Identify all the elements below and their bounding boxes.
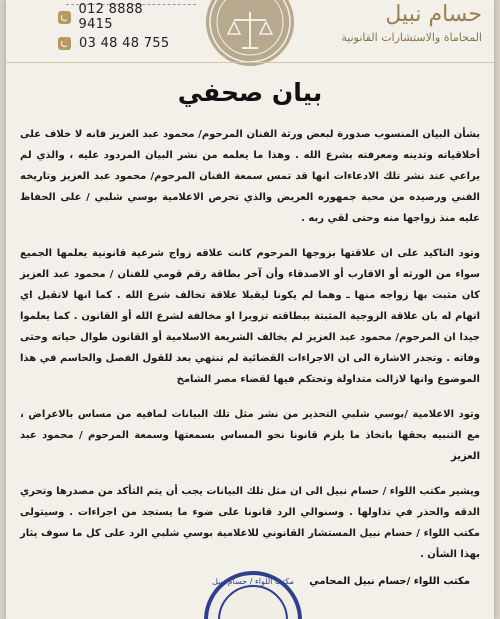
- paragraph: وتود التاكيد على ان علاقتها بزوجها المرحوم كانت علاقه زواج شرعية قانونية يعلمها الجميع سواء من الورثه أو الاقارب أو الاصدقاء وأن آخر بطاقة رقم قومي للفنان / محمود عبد العزيز كان مثبت بها زواجه منها ـ وهما لم يكونا ليقبلا علاقة تخالف شرع الله . كما انها لاتقبل اي اتهام له بان علاقة الزوجية المثبتة ببطاقته تزويرا او مخالفة لشرع الله أو القانون . كما يعلموا جيدا ان المرحوم/ محمود عبد العزيز لم يخالف الشريعة الاسلامية أو القانون طوال حياته وحتى وفاته . وتجدر الاشارة الى ان الاجراءات القضائية لم تنتهي بعد للقول الفصل والحاسم في هذا الموضوع وانها لازالت متداولة وتحتكم فيها لقضاء مصر الشامخ: [20, 248, 480, 385]
- phone-icon: [58, 37, 71, 50]
- stamp-text: مكتب اللواء / حسام نبيل: [212, 577, 294, 586]
- phone-number: 012 8888 9415: [78, 2, 143, 32]
- brand-subtitle: المحاماة والاستشارات القانونية: [341, 31, 482, 44]
- stamp-inner-ring: [218, 585, 288, 619]
- header-rule: [6, 62, 494, 63]
- document-title: بيان صحفي: [177, 78, 323, 107]
- signature-line: مكتب اللواء /حسام نبيل المحامي: [309, 576, 470, 587]
- phone-icon: [58, 11, 71, 24]
- brand-logo: [322, 0, 482, 56]
- phone-row: [58, 4, 178, 30]
- paragraph: ويشير مكتب اللواء / حسام نبيل الى ان مثل تلك البيانات يجب أن يتم التأكد من مصدرها وتحري الدقه والحذر في تداولها . وسنوالي الرد قانونا على ضوء ما يستجد من اجراءات . وسيتولى مكتب اللواء / حسام نبيل المستشار القانوني للاعلامية بوسي شلبي الرد على كل ما سوف يثار بهذا الشأن .: [20, 486, 480, 560]
- brand-name: حسام نبيل: [385, 2, 482, 27]
- contact-phones: [58, 4, 178, 56]
- document-sheet: [6, 0, 494, 619]
- scales-icon: [206, 0, 294, 66]
- scales-of-justice-logo: [206, 0, 294, 66]
- letterhead: [6, 0, 494, 68]
- document-body: [20, 124, 480, 579]
- paragraph: بشأن البيان المنسوب صدورة لبعض ورثة الفنان المرحوم/ محمود عبد العزيز فانه لا خلاف على أخلاقياته وتدينه ومعرفته بشرع الله . وهذا ما يعلمه من نشر البيان المردود عليه ، والذي لم يراعي عند نشر تلك الادعاءات انها قد تمس سمعة الفنان المرحوم/ محمود عبد العزيز وتاريخه الفني ورصيده من محبة جمهوره العريض والذي تحرص الاعلامية بوسي شلبي / على الحفاظ عليه منذ زواجها منه وحتى لقي ربه .: [20, 129, 480, 224]
- office-stamp: [204, 571, 302, 619]
- phone-number: 03 48 48 755: [79, 35, 170, 51]
- phone-row: [58, 30, 178, 56]
- paragraph: وتود الاعلامية /بوسي شلبي التحذير من نشر مثل تلك البيانات لمافيه من مساس بالاعراض ، مع التنبيه بحقها باتخاذ ما يلزم قانونا نحو المساس بسمعتها وسمعة المرحوم / محمود عبد العزيز: [20, 409, 480, 462]
